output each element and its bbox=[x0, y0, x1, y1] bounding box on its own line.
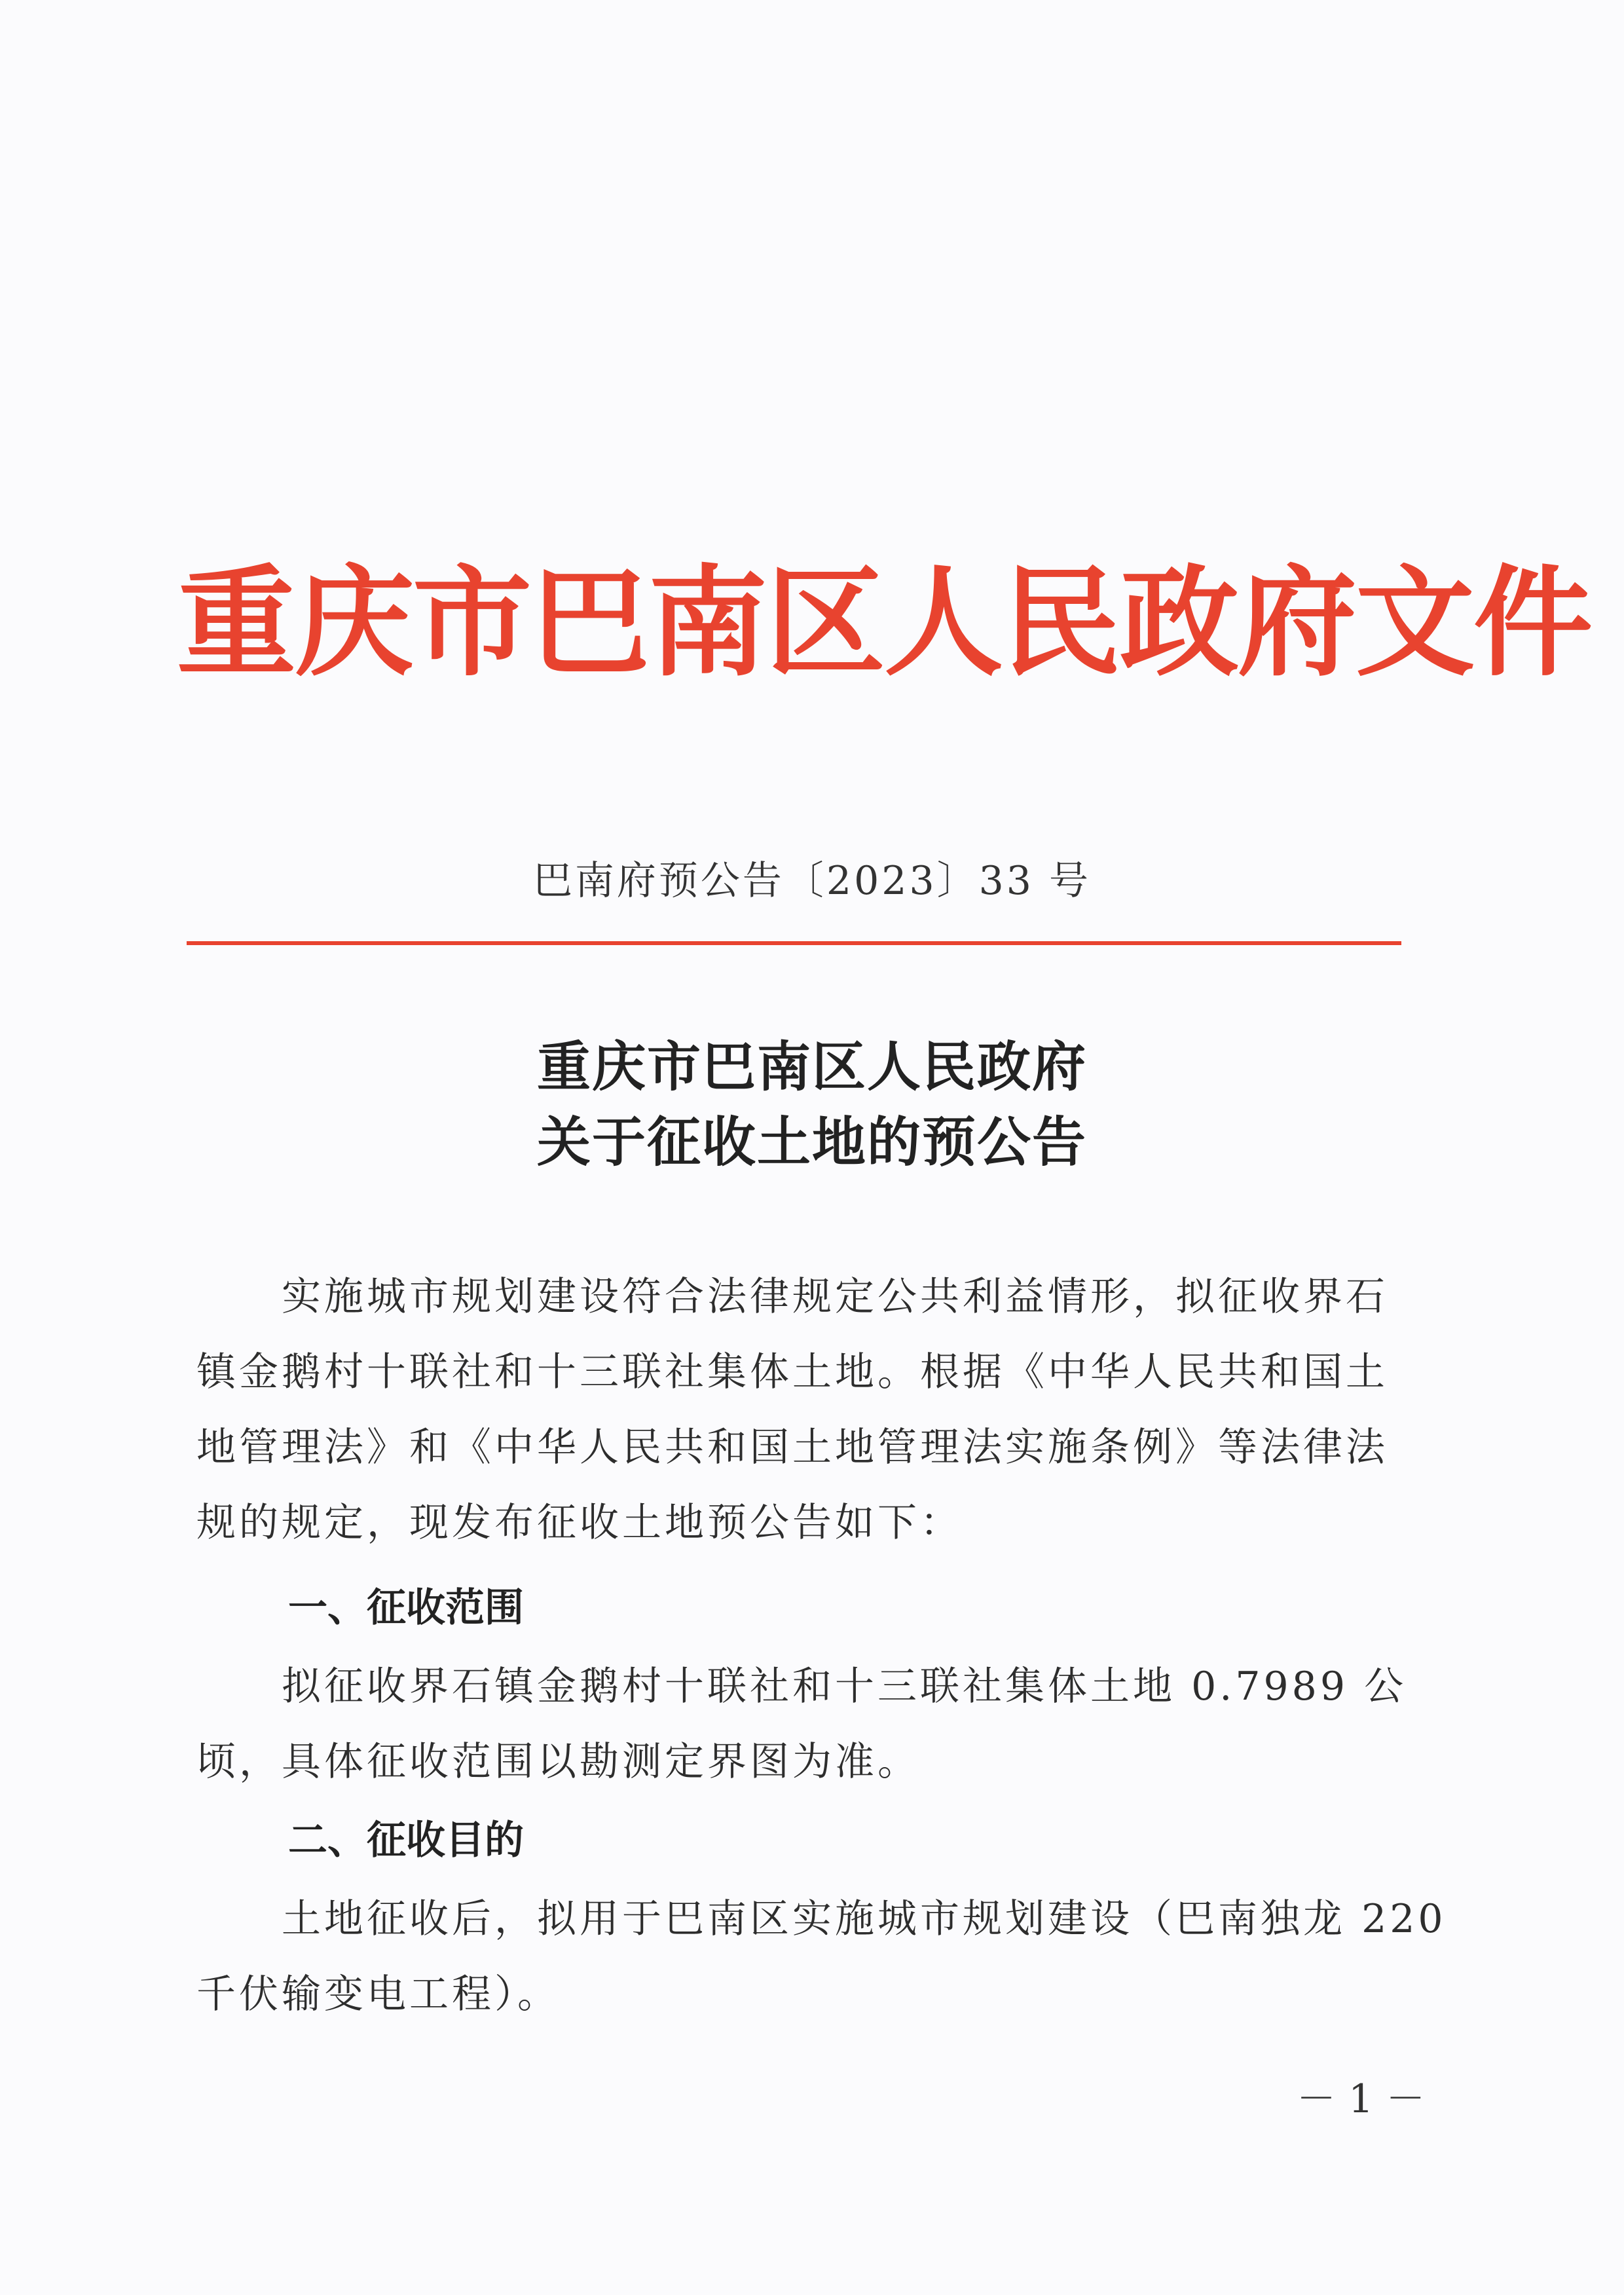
title-line-1: 重庆市巴南区人民政府 bbox=[536, 1036, 1087, 1098]
red-divider-line bbox=[187, 941, 1401, 945]
intro-line-4: 规的规定，现发布征收土地预公告如下： bbox=[196, 1500, 963, 1546]
section-1-line-1: 拟征收界石镇金鹅村十联社和十三联社集体土地 0.7989 公 bbox=[196, 1664, 1407, 1709]
page-number: － 1 － bbox=[1297, 2076, 1426, 2122]
intro-line-2: 镇金鹅村十联社和十三联社集体土地。根据《中华人民共和国土 bbox=[196, 1349, 1388, 1395]
intro-line-1: 实施城市规划建设符合法律规定公共利益情形，拟征收界石 bbox=[196, 1274, 1388, 1320]
section-1-heading: 一、征收范围 bbox=[288, 1585, 524, 1631]
section-2-line-1: 土地征收后，拟用于巴南区实施城市规划建设（巴南独龙 220 bbox=[196, 1896, 1447, 1942]
section-2-heading: 二、征收目的 bbox=[288, 1818, 524, 1863]
section-1-line-2: 顷，具体征收范围以勘测定界图为准。 bbox=[196, 1739, 920, 1785]
document-number: 巴南府预公告〔2023〕33 号 bbox=[532, 858, 1092, 904]
title-line-2: 关于征收土地的预公告 bbox=[536, 1111, 1087, 1174]
section-2-line-2: 千伏输变电工程）。 bbox=[196, 1971, 560, 2017]
intro-line-3: 地管理法》和《中华人民共和国土地管理法实施条例》等法律法 bbox=[196, 1425, 1388, 1470]
document-masthead: 重庆市巴南区人民政府文件 bbox=[177, 552, 1591, 692]
